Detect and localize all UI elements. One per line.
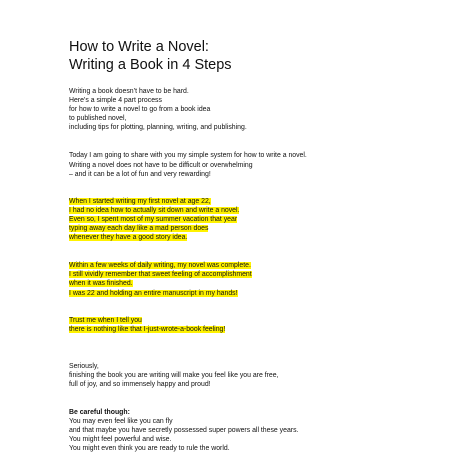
text-line: You may even feel like you can fly bbox=[69, 418, 173, 426]
careful-heading: Be careful though: bbox=[69, 409, 130, 417]
text-line: You might feel powerful and wise. bbox=[69, 436, 172, 444]
text-line: full of joy, and so immensely happy and proud! bbox=[69, 380, 211, 388]
document-page bbox=[69, 38, 409, 454]
highlighted-text: when it was finished. bbox=[69, 280, 133, 288]
text-line: to published novel, bbox=[69, 115, 127, 123]
highlighted-paragraph-first-novel bbox=[69, 197, 409, 242]
seriously-paragraph bbox=[69, 362, 409, 389]
text-line: Here’s a simple 4 part process bbox=[69, 97, 162, 105]
highlighted-text: When I started writing my first novel at age 22, bbox=[69, 197, 211, 205]
today-paragraph bbox=[69, 151, 409, 178]
text-line: for how to write a novel to go from a book idea bbox=[69, 106, 211, 114]
title-line-1: How to Write a Novel: bbox=[69, 39, 209, 55]
intro-paragraph bbox=[69, 87, 409, 132]
text-line: Today I am going to share with you my simple system for how to write a novel. bbox=[69, 152, 307, 160]
highlighted-text: I was 22 and holding an entire manuscript in my hands! bbox=[69, 289, 238, 297]
title-line-2: Writing a Book in 4 Steps bbox=[69, 57, 232, 73]
text-line: Writing a book doesn’t have to be hard. bbox=[69, 88, 189, 95]
highlighted-text: whenever they have a good story idea. bbox=[69, 234, 188, 242]
highlighted-text: there is nothing like that I-just-wrote-a-book feeling! bbox=[69, 325, 226, 333]
text-line: – and it can be a lot of fun and very rewarding! bbox=[69, 170, 211, 178]
text-line: Seriously, bbox=[69, 362, 99, 370]
highlighted-text: I had no idea how to actually sit down and write a novel. bbox=[69, 206, 240, 214]
highlighted-paragraph-trust-me bbox=[69, 316, 409, 334]
text-line: Writing a novel does not have to be difficult or overwhelming bbox=[69, 161, 253, 169]
document-title bbox=[69, 38, 409, 74]
highlighted-text: Trust me when I tell you bbox=[69, 316, 142, 324]
text-line: and that maybe you have secretly possessed super powers all these years. bbox=[69, 427, 299, 435]
text-line: You might even think you are ready to rule the world. bbox=[69, 445, 230, 453]
highlighted-text: I still vividly remember that sweet feeling of accomplishment bbox=[69, 271, 252, 279]
highlighted-text: Even so, I spent most of my summer vacation that year bbox=[69, 215, 238, 223]
highlighted-paragraph-complete bbox=[69, 261, 409, 297]
text-line: finishing the book you are writing will make you feel like you are free, bbox=[69, 371, 279, 379]
highlighted-text: typing away each day like a mad person does bbox=[69, 225, 209, 233]
text-line: including tips for plotting, planning, writing, and publishing. bbox=[69, 124, 247, 132]
careful-paragraph bbox=[69, 408, 409, 453]
highlighted-text: Within a few weeks of daily writing, my novel was complete. bbox=[69, 262, 251, 270]
